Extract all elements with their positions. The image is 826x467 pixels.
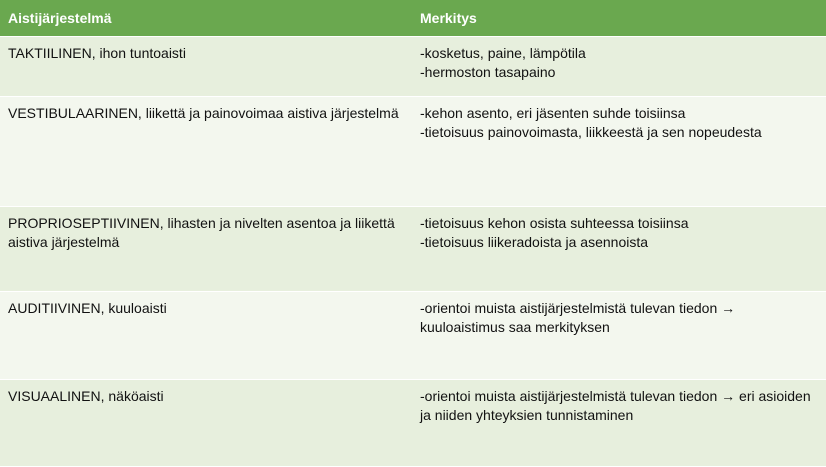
system-cell: AUDITIIVINEN, kuuloaisti bbox=[8, 300, 167, 316]
header-meaning: Merkitys bbox=[420, 10, 477, 26]
meaning-line: -kosketus, paine, lämpötila bbox=[420, 45, 586, 61]
meaning-cell bbox=[413, 380, 826, 466]
meaning-line: -orientoi muista aistijärjestelmistä tulevan tiedon → eri asioiden ja niiden yhteyksien tunnistaminen bbox=[420, 388, 811, 423]
table-header-row bbox=[0, 0, 826, 37]
meaning-line: -hermoston tasapaino bbox=[420, 64, 556, 80]
meaning-cell bbox=[413, 207, 826, 291]
meaning-line: -tietoisuus liikeradoista ja asennoista bbox=[420, 234, 649, 250]
system-cell: PROPRIOSEPTIIVINEN, lihasten ja nivelten asentoa ja liikettä aistiva järjestelmä bbox=[8, 215, 395, 250]
table-row-proprioceptive bbox=[0, 207, 826, 292]
header-system: Aistijärjestelmä bbox=[8, 10, 112, 26]
system-cell: VESTIBULAARINEN, liikettä ja painovoimaa aistiva järjestelmä bbox=[8, 105, 399, 121]
meaning-cell bbox=[413, 97, 826, 206]
meaning-line: -tietoisuus kehon osista suhteessa toisiinsa bbox=[420, 215, 689, 231]
meaning-cell bbox=[413, 292, 826, 379]
table-row-tactile bbox=[0, 37, 826, 97]
table-row-visual bbox=[0, 380, 826, 467]
system-cell: VISUAALINEN, näköaisti bbox=[8, 388, 164, 404]
system-cell: TAKTIILINEN, ihon tuntoaisti bbox=[8, 45, 186, 61]
table-row-auditory bbox=[0, 292, 826, 380]
table-row-vestibular bbox=[0, 97, 826, 207]
meaning-cell bbox=[413, 37, 826, 96]
meaning-line: -kehon asento, eri jäsenten suhde toisiinsa bbox=[420, 105, 686, 121]
meaning-line: -tietoisuus painovoimasta, liikkeestä ja sen nopeudesta bbox=[420, 124, 762, 140]
meaning-line: -orientoi muista aistijärjestelmistä tulevan tiedon → kuuloaistimus saa merkityksen bbox=[420, 300, 736, 335]
